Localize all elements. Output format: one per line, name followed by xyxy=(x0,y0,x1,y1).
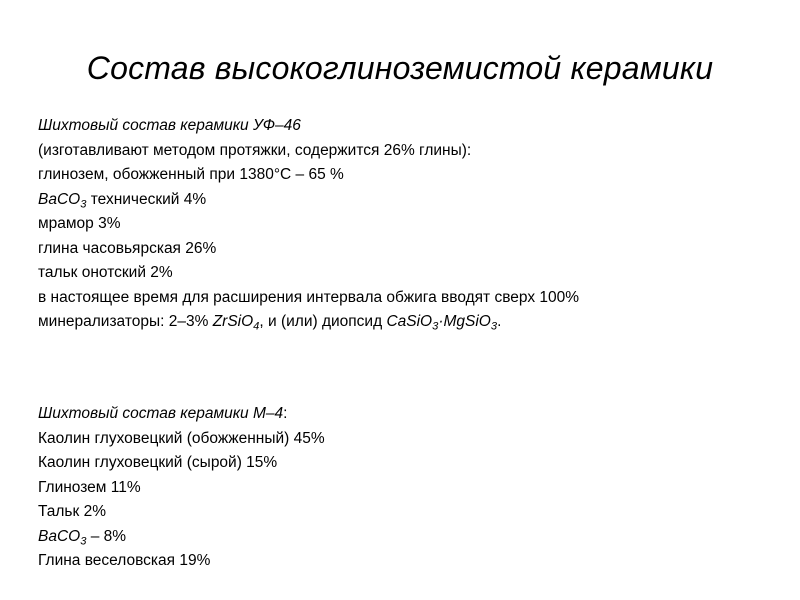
uf46-note: (изготавливают методом протяжки, содержится 26% глины): xyxy=(38,141,472,159)
m4-talc-line: Тальк 2% xyxy=(38,503,107,520)
diopside-formula xyxy=(386,313,498,333)
uf46-extra-line: в настоящее время для расширения интервала обжига вводят сверх 100% xyxy=(38,288,580,306)
slide-title: Состав высокоглиноземистой керамики xyxy=(86,50,714,86)
uf46-baco3-line xyxy=(38,188,579,213)
casio3-formula-base: CaSiO xyxy=(386,313,433,330)
composition-m4 xyxy=(38,402,325,574)
m4-baco3-formula xyxy=(38,528,86,545)
zrsio4-formula-base: ZrSiO xyxy=(212,313,254,330)
m4-kaolin-fired-line: Каолин глуховецкий (обожженный) 45% xyxy=(38,429,325,447)
uf46-alumina-line: глинозем, обожженный при 1380°С – 65 % xyxy=(38,166,344,183)
m4-baco3-line xyxy=(38,525,325,550)
m4-heading: Шихтовый состав керамики М–4 xyxy=(38,405,284,422)
mgsio3-formula-subscript: 3 xyxy=(490,320,498,333)
m4-heading-line xyxy=(38,402,325,427)
baco3-line-text: технический 4% xyxy=(86,190,207,208)
m4-heading-colon: : xyxy=(283,405,288,422)
uf46-talc-line: тальк онотский 2% xyxy=(38,264,173,281)
baco3-formula xyxy=(38,191,86,208)
baco3-formula-subscript: 3 xyxy=(80,197,87,210)
mgsio3-formula-base: MgSiO xyxy=(443,313,491,330)
uf46-heading: Шихтовый состав керамики УФ–46 xyxy=(38,117,301,134)
m4-alumina-line: Глинозем 11% xyxy=(38,478,141,496)
uf46-mineralizers-line xyxy=(38,310,579,335)
uf46-marble-line: мрамор 3% xyxy=(38,215,121,232)
m4-baco3-formula-subscript: 3 xyxy=(80,534,87,547)
casio3-formula-subscript: 3 xyxy=(432,320,439,333)
zrsio4-formula-subscript: 4 xyxy=(253,320,260,333)
m4-baco3-line-text: – 8% xyxy=(86,527,127,545)
m4-kaolin-raw-line: Каолин глуховецкий (сырой) 15% xyxy=(38,454,278,471)
m4-baco3-formula-base: BaCO xyxy=(38,527,81,545)
mineralizers-mid-text: , и (или) диопсид xyxy=(259,313,387,330)
mineralizers-prefix: минерализаторы: 2–3% xyxy=(38,313,213,330)
end-period: . xyxy=(497,313,502,330)
baco3-formula-base: BaCO xyxy=(38,190,81,208)
zrsio4-formula xyxy=(212,313,260,333)
composition-uf46 xyxy=(38,114,579,335)
uf46-clay-line: глина часовьярская 26% xyxy=(38,239,217,257)
m4-clay-line: Глина веселовская 19% xyxy=(38,552,211,569)
formula-dot-separator: · xyxy=(438,313,444,330)
